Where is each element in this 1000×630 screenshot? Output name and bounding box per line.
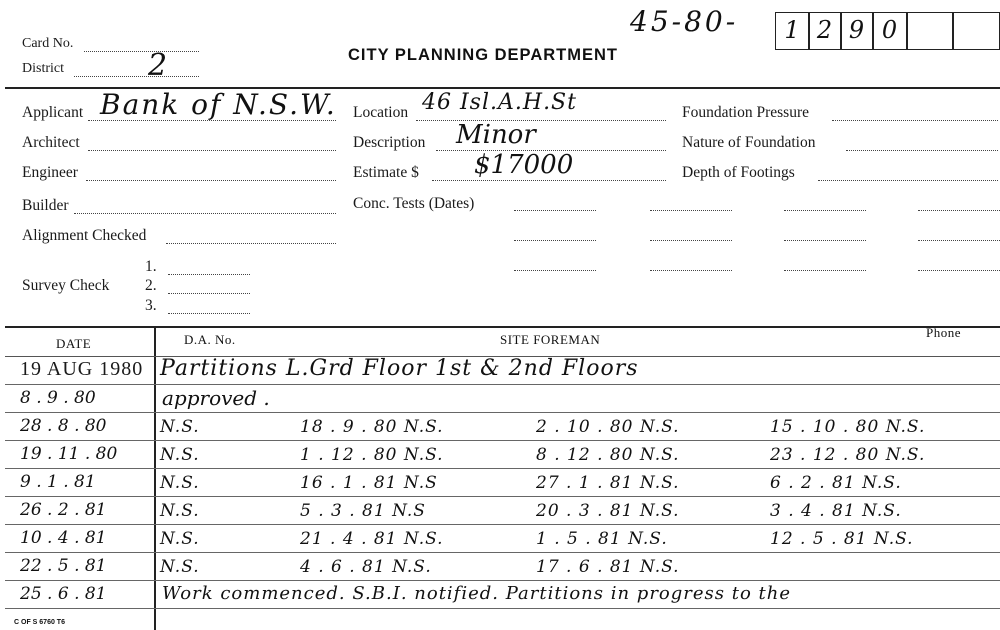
row-entry: 1 . 12 . 80 N.S. bbox=[300, 445, 444, 465]
survey-check-label: Survey Check bbox=[22, 277, 110, 294]
form-title: CITY PLANNING DEPARTMENT bbox=[348, 46, 618, 64]
row-entry: 17 . 6 . 81 N.S. bbox=[536, 557, 680, 577]
row-entry: Partitions L.Grd Floor 1st & 2nd Floors bbox=[160, 356, 639, 381]
row-entry: 16 . 1 . 81 N.S bbox=[300, 473, 438, 493]
engineer-label: Engineer bbox=[22, 164, 78, 181]
card-no-label: Card No. bbox=[22, 36, 74, 51]
table-row bbox=[0, 526, 1000, 552]
card-number-handwritten: 45-80- bbox=[630, 5, 739, 38]
card-number-digit-2: 2 bbox=[816, 16, 833, 44]
row-entry: N.S. bbox=[160, 445, 200, 465]
row-entry: N.S. bbox=[160, 529, 200, 549]
row-entry: 2 . 10 . 80 N.S. bbox=[536, 417, 680, 437]
depth-of-footings-label: Depth of Footings bbox=[682, 164, 795, 181]
survey-item-1: 1. bbox=[145, 258, 157, 275]
table-row bbox=[0, 554, 1000, 580]
date-column-header: DATE bbox=[56, 336, 92, 351]
row-date: 19 . 11 . 80 bbox=[20, 444, 118, 464]
row-date: 25 . 6 . 81 bbox=[20, 584, 107, 604]
alignment-checked-label: Alignment Checked bbox=[22, 227, 147, 244]
row-date-stamp: 19 AUG 1980 bbox=[20, 358, 144, 380]
row-entry: 6 . 2 . 81 N.S. bbox=[770, 473, 902, 493]
row-entry: 27 . 1 . 81 N.S. bbox=[536, 473, 680, 493]
description-label: Description bbox=[353, 134, 426, 151]
site-foreman-column-header: SITE FOREMAN bbox=[500, 332, 601, 347]
row-entry: 5 . 3 . 81 N.S bbox=[300, 501, 426, 521]
row-entry: 18 . 9 . 80 N.S. bbox=[300, 417, 444, 437]
row-entry: 21 . 4 . 81 N.S. bbox=[300, 529, 444, 549]
table-row bbox=[0, 470, 1000, 496]
row-entry: N.S. bbox=[160, 473, 200, 493]
applicant-value: Bank of N.S.W. bbox=[100, 88, 337, 121]
row-entry: 1 . 5 . 81 N.S. bbox=[536, 529, 668, 549]
description-value: Minor bbox=[456, 120, 536, 150]
row-entry: 3 . 4 . 81 N.S. bbox=[770, 501, 902, 521]
phone-column-header: Phone bbox=[926, 325, 961, 340]
foundation-pressure-label: Foundation Pressure bbox=[682, 104, 810, 121]
row-date: 9 . 1 . 81 bbox=[20, 472, 96, 492]
table-row bbox=[0, 414, 1000, 440]
district-value: 2 bbox=[148, 48, 168, 83]
estimate-label: Estimate $ bbox=[353, 164, 419, 181]
row-date: 28 . 8 . 80 bbox=[20, 416, 107, 436]
row-entry: N.S. bbox=[160, 417, 200, 437]
table-row bbox=[0, 386, 1000, 412]
row-entry: 15 . 10 . 80 N.S. bbox=[770, 417, 926, 437]
table-row bbox=[0, 498, 1000, 524]
conc-tests-label: Conc. Tests (Dates) bbox=[353, 195, 475, 212]
row-entry: 8 . 12 . 80 N.S. bbox=[536, 445, 680, 465]
table-row bbox=[0, 582, 1000, 608]
da-no-column-header: D.A. No. bbox=[184, 332, 236, 347]
row-date: 26 . 2 . 81 bbox=[20, 500, 107, 520]
table-row bbox=[0, 358, 1000, 384]
applicant-label: Applicant bbox=[22, 104, 84, 121]
builder-label: Builder bbox=[22, 197, 69, 214]
row-entry: 20 . 3 . 81 N.S. bbox=[536, 501, 680, 521]
row-entry: 4 . 6 . 81 N.S. bbox=[300, 557, 432, 577]
district-label: District bbox=[22, 61, 64, 76]
card-number-digit-3: 9 bbox=[848, 16, 865, 44]
card-number-digit-4: 0 bbox=[881, 16, 898, 44]
estimate-value: $17000 bbox=[474, 150, 574, 180]
location-value: 46 Isl.A.H.St bbox=[422, 90, 577, 115]
row-date: 10 . 4 . 81 bbox=[20, 528, 107, 548]
row-date: 8 . 9 . 80 bbox=[20, 388, 96, 408]
row-date: 22 . 5 . 81 bbox=[20, 556, 107, 576]
form-code: C OF S 6760 T6 bbox=[14, 619, 65, 626]
location-label: Location bbox=[353, 104, 409, 121]
nature-of-foundation-label: Nature of Foundation bbox=[682, 134, 816, 151]
row-entry: 12 . 5 . 81 N.S. bbox=[770, 529, 914, 549]
row-entry: N.S. bbox=[160, 557, 200, 577]
table-row bbox=[0, 442, 1000, 468]
row-entry: N.S. bbox=[160, 501, 200, 521]
row-entry: approved . bbox=[162, 386, 270, 410]
survey-item-3: 3. bbox=[145, 297, 157, 314]
survey-item-2: 2. bbox=[145, 277, 157, 294]
row-entry: 23 . 12 . 80 N.S. bbox=[770, 445, 926, 465]
architect-label: Architect bbox=[22, 134, 80, 151]
card-number-digit-1: 1 bbox=[784, 16, 800, 44]
row-entry: Work commenced. S.B.I. notified. Partitions in progress to the bbox=[162, 583, 792, 604]
